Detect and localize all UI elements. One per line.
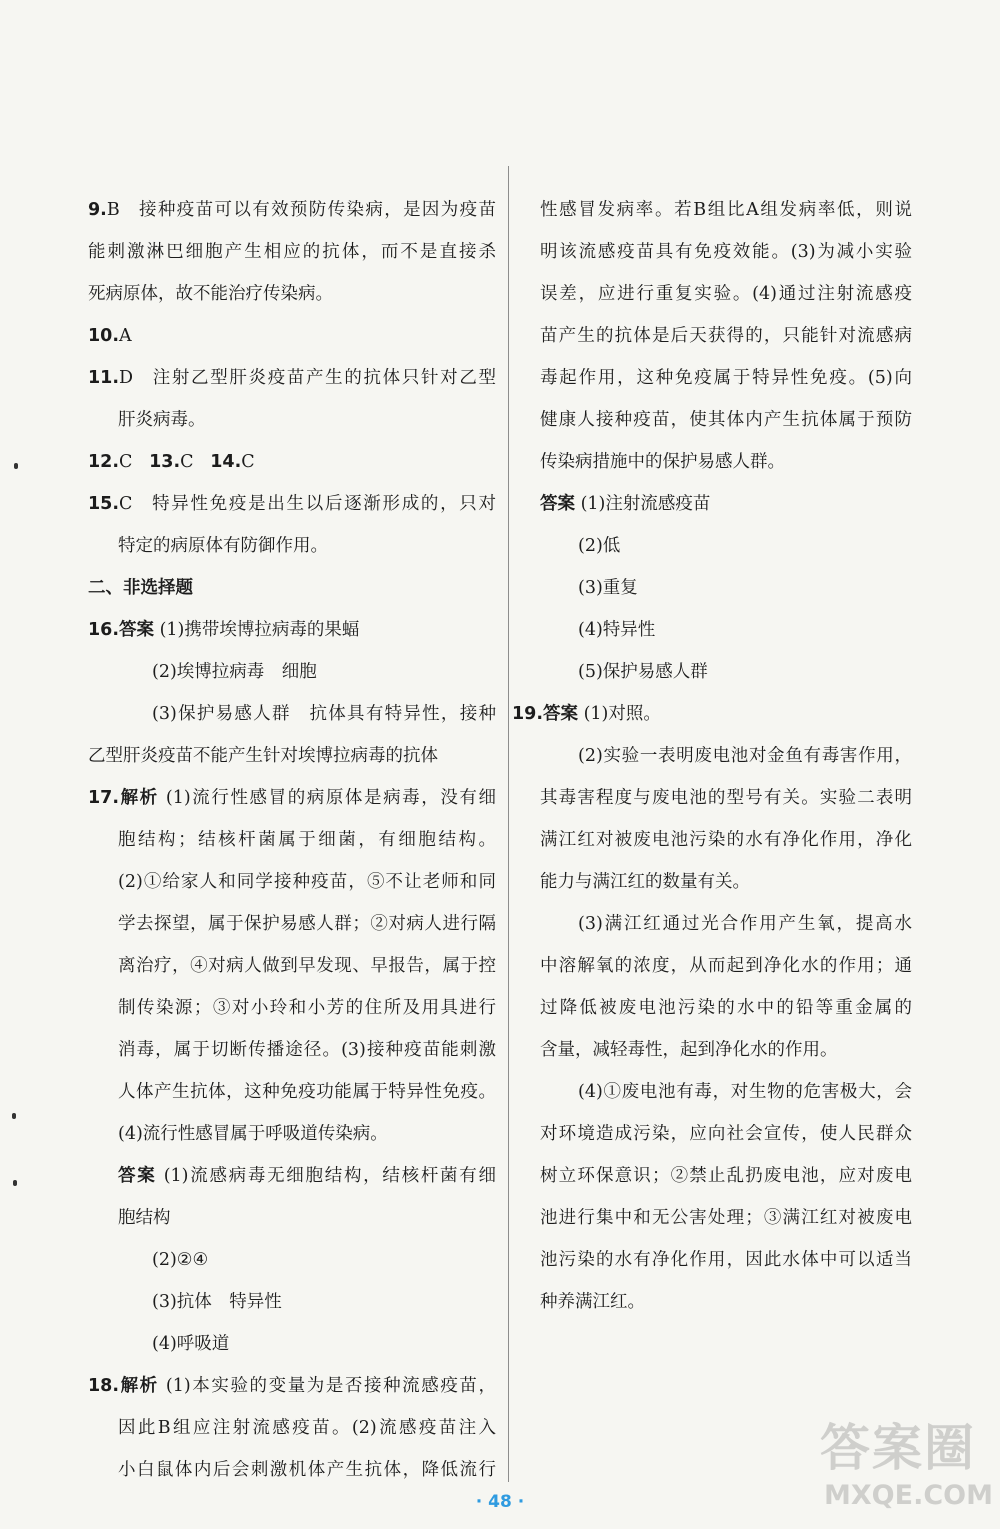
q18-answer-3: (3)重复 [578,578,638,598]
q18-line8: 毒起作用，这种免疫属于特异性免疫。(5)向 [540,368,912,388]
q17-line6: 制传染源；③对小玲和小芳的住所及用具进行 [118,998,496,1018]
q19-a3-line2: 中溶解氧的浓度，从而起到净化水的作用；通 [540,956,912,976]
scan-speck [14,463,18,469]
q17-line5: 离治疗，④对病人做到早发现、早报告，属于控 [118,956,496,976]
q15-line2: 特定的病原体有防御作用。 [118,536,328,556]
q19-a2-line1: (2)实验一表明废电池对金鱼有毒害作用， [578,746,912,766]
q16-line3: (3)保护易感人群 抗体具有特异性，接种 [152,704,496,724]
q17-line7: 消毒，属于切断传播途径。(3)接种疫苗能刺激 [118,1040,496,1060]
q17-answer-line1: 答案 (1)流感病毒无细胞结构，结核杆菌有细 [118,1166,496,1186]
q18-line2: 因此B组应注射流感疫苗。(2)流感疫苗注入 [118,1418,496,1438]
q19-a3-line3: 过降低被废电池污染的水中的铅等重金属的 [540,998,912,1018]
column-divider [508,166,509,1482]
q17-answer-4: (4)呼吸道 [152,1334,230,1354]
q9-number: 9. [88,200,107,220]
q18-line6: 误差，应进行重复实验。(4)通过注射流感疫 [540,284,912,304]
q19-a4-line1: (4)①废电池有毒，对生物的危害极大，会 [578,1082,912,1102]
q18-line10: 传染病措施中的保护易感人群。 [540,452,785,472]
q19-a3-line1: (3)满江红通过光合作用产生氧，提高水 [578,914,912,934]
q19-a4-line6: 种养满江红。 [540,1292,645,1312]
q15-line1: 15.C 特异性免疫是出生以后逐渐形成的，只对 [88,494,496,514]
scan-speck [13,1180,17,1186]
q12-14: 12.C 13.C 14.C [88,452,255,472]
q11-line2: 肝炎病毒。 [118,410,206,430]
q17-line3: (2)①给家人和同学接种疫苗，⑤不让老师和同 [118,872,496,892]
q18-line1: 18.解析 (1)本实验的变量为是否接种流感疫苗， [88,1376,496,1396]
q19-a3-line4: 含量，减轻毒性，起到净化水的作用。 [540,1040,838,1060]
q19-a4-line5: 池污染的水有净化作用，因此水体中可以适当 [540,1250,912,1270]
q11-line1: 11.D 注射乙型肝炎疫苗产生的抗体只针对乙型 [88,368,496,388]
q17-line4: 学去探望，属于保护易感人群；②对病人进行隔 [118,914,496,934]
watermark-logo [820,1408,993,1518]
q18-answer-line1: 答案 (1)注射流感疫苗 [540,494,711,514]
q18-answer-4: (4)特异性 [578,620,656,640]
q16-line4: 乙型肝炎疫苗不能产生针对埃博拉病毒的抗体 [88,746,438,766]
scan-speck [12,1113,16,1119]
q9-line3: 死病原体，故不能治疗传染病。 [88,284,333,304]
q19-a4-line3: 树立环保意识；②禁止乱扔废电池，应对废电 [540,1166,912,1186]
q11-answer: D [119,368,134,388]
q17-line9: (4)流行性感冒属于呼吸道传染病。 [118,1124,388,1144]
page-number: · 48 · [475,1492,525,1512]
q16-line2: (2)埃博拉病毒 细胞 [152,662,317,682]
q18-answer-2: (2)低 [578,536,621,556]
q17-answer-line2: 胞结构 [118,1208,171,1228]
watermark-bottom-text: MXQE.COM [824,1480,993,1511]
q19-a4-line2: 对环境造成污染，应向社会宣传，使人民群众 [540,1124,912,1144]
q9-answer: B [106,200,120,220]
q19-a4-line4: 池进行集中和无公害处理；③满江红对被废电 [540,1208,912,1228]
q18-line5: 明该流感疫苗具有免疫效能。(3)为减小实验 [540,242,912,262]
q18-line9: 健康人接种疫苗，使其体内产生抗体属于预防 [540,410,912,430]
q18-line3: 小白鼠体内后会刺激机体产生抗体，降低流行 [118,1460,496,1480]
q17-answer-2: (2)②④ [152,1250,209,1270]
q17-line1: 17.解析 (1)流行性感冒的病原体是病毒，没有细 [88,788,496,808]
q9-line2: 能刺激淋巴细胞产生相应的抗体，而不是直接杀 [88,242,496,262]
q16-line1: 16.答案 (1)携带埃博拉病毒的果蝠 [88,620,360,640]
q17-answer-3: (3)抗体 特异性 [152,1292,282,1312]
q19-a2-line3: 满江红对被废电池污染的水有净化作用，净化 [540,830,912,850]
q17-line8: 人体产生抗体，这种免疫功能属于特异性免疫。 [118,1082,496,1102]
q9-line1: 9.B 接种疫苗可以有效预防传染病，是因为疫苗 [88,200,496,220]
q10-answer: A [119,326,132,346]
q19-a2-line2: 其毒害程度与废电池的型号有关。实验二表明 [540,788,912,808]
q18-answer-5: (5)保护易感人群 [578,662,708,682]
q19-a2-line4: 能力与满江红的数量有关。 [540,872,750,892]
watermark-top-text: 答案圈 [820,1419,976,1477]
q10: 10.A [88,326,132,346]
q19-line1: 19.答案 (1)对照。 [512,704,661,724]
q18-line7: 苗产生的抗体是后天获得的，只能针对流感病 [540,326,912,346]
q18-line4: 性感冒发病率。若B组比A组发病率低，则说 [540,200,912,220]
section-heading: 二、非选择题 [88,578,193,598]
q17-line2: 胞结构；结核杆菌属于细菌，有细胞结构。 [118,830,496,850]
